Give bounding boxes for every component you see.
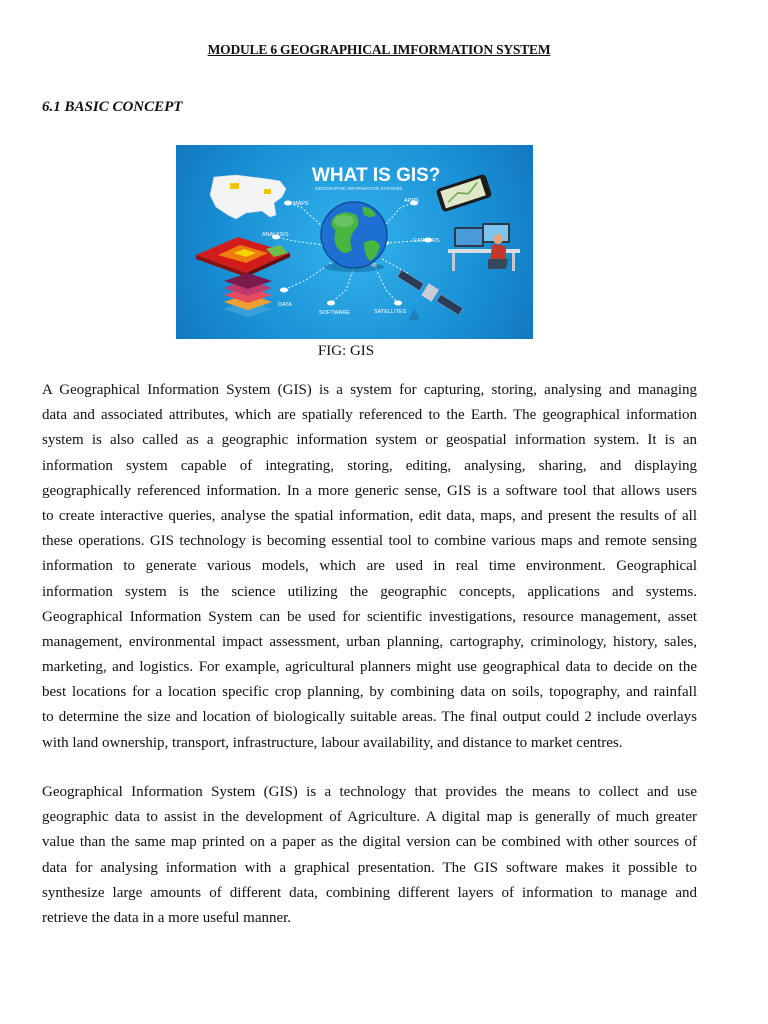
- label-apps: APPS: [404, 198, 419, 204]
- paragraph-line: to determine the size and location of biologically suitable areas. The final output could 2 include overlays: [42, 709, 697, 726]
- paragraph-line: marketing, and logistics. For example, agricultural planners might use geographical data to decide on the: [42, 659, 697, 676]
- label-data: DATA: [278, 302, 292, 308]
- paragraph-line: A Geographical Information System (GIS) is a system for capturing, storing, analysing and managing: [42, 382, 697, 398]
- globe-icon: [321, 202, 387, 272]
- figure-title: WHAT IS GIS?: [312, 165, 441, 186]
- gis-figure: [176, 145, 533, 339]
- label-analysis: ANALYSIS: [262, 232, 289, 238]
- label-satellites: SATELLITES: [374, 309, 407, 315]
- paragraph-line: value than the same map printed on a paper as the digital version can be combined with other sources of: [42, 834, 697, 851]
- paragraph-line: management, environmental impact assessment, urban planning, cartography, criminology, history, sales,: [42, 633, 697, 650]
- phone-icon: [436, 174, 493, 213]
- figure-subtitle: GEOGRAPHIC INFORMATION SYSTEMS: [315, 186, 403, 191]
- paragraph-line: Geographical Information System can be used for scientific investigations, resource management, asset: [42, 608, 697, 625]
- paragraph-line: with land ownership, transport, infrastructure, labour availability, and distance to market centres.: [42, 734, 623, 751]
- section-heading: 6.1 BASIC CONCEPT: [42, 99, 183, 115]
- heatmap-analysis-icon: [196, 237, 290, 277]
- paragraph-1: [42, 378, 697, 756]
- paragraph-line: data for analysing information with a graphical presentation. The GIS software makes it possible to: [42, 859, 697, 876]
- workstation-icon: [448, 223, 520, 271]
- paragraph-line: best locations for a location specific crop planning, by combining data on soils, topography, and rainfall: [42, 684, 697, 701]
- paragraph-line: information system capable of integrating, storing, editing, analysing, sharing, and displaying: [42, 457, 697, 474]
- figure-caption: FIG: GIS: [317, 343, 375, 359]
- label-careers: CAREERS: [413, 238, 440, 244]
- paragraph-line: information system is the science utilizing the geographic concepts, applications and systems.: [42, 583, 697, 600]
- label-maps: MAPS: [293, 201, 309, 207]
- label-software: SOFTWARE: [319, 310, 350, 316]
- paragraph-line: these operations. GIS technology is becoming essential tool to combine various maps and remote sensing: [42, 533, 697, 550]
- data-layers-icon: [224, 273, 272, 317]
- paragraph-line: geographic data to assist in the development of Agriculture. A digital map is generally of much greater: [42, 809, 697, 826]
- module-title: MODULE 6 GEOGRAPHICAL IMFORMATION SYSTEM: [207, 42, 551, 57]
- paragraph-line: Geographical Information System (GIS) is a technology that provides the means to collect and use: [42, 784, 697, 800]
- paragraph-line: geographically referenced information. In a more generic sense, GIS is a software tool that allows users: [42, 482, 697, 499]
- paragraph-line: system is also called as a geographic information system or geospatial information system. It is an: [42, 432, 697, 449]
- paragraph-line: synthesize large amounts of different data, combining different layers of information to manage and: [42, 884, 697, 901]
- paragraph-line: information to generate various models, which are used in real time environment. Geographical: [42, 558, 697, 575]
- paragraph-line: to create interactive queries, analyse the spatial information, edit data, maps, and present the results of all: [42, 507, 697, 524]
- paragraph-line: data and associated attributes, which are spatially referenced to the Earth. The geographical information: [42, 407, 697, 424]
- paragraph-line: retrieve the data in a more useful manner.: [42, 909, 292, 926]
- us-map-icon: [210, 175, 286, 219]
- paragraph-2: [42, 780, 697, 931]
